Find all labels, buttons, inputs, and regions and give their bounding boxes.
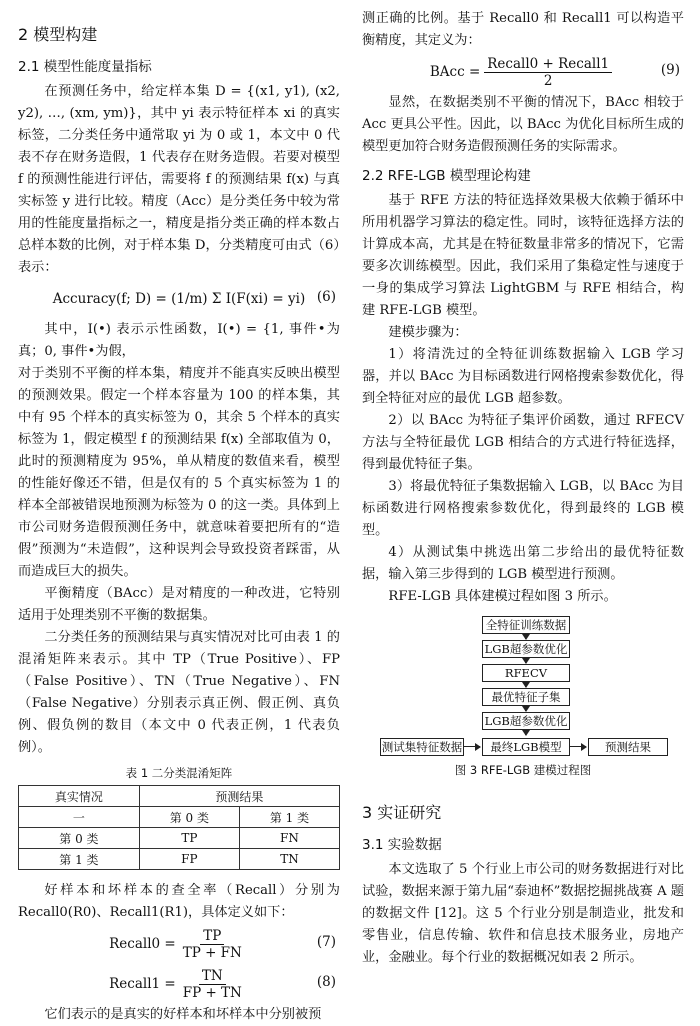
table-cell: TP xyxy=(139,828,239,849)
table-row xyxy=(19,828,340,849)
paragraph: 其中，I(•) 表示示性函数，I(•) = {1, 事件•为真；0, 事件•为假， xyxy=(18,322,340,359)
right-column xyxy=(362,0,684,969)
paragraph: 测正确的比例。基于 Recall0 和 Recall1 可以构造平衡精度，其定义为： xyxy=(362,11,684,48)
table-cell: 第 0 类 xyxy=(139,807,239,828)
left-column xyxy=(18,0,340,1026)
equation-number: (9) xyxy=(660,62,680,78)
equation-number: (6) xyxy=(316,289,336,305)
equation-lhs: Recall1 = xyxy=(109,976,176,992)
fraction xyxy=(484,56,612,89)
paragraph: 它们表示的是真实的好样本和坏样本中分别被预 xyxy=(44,1007,322,1022)
paragraph: 4）从测试集中挑选出第二步给出的最优特征数据，输入第三步得到的 LGB 模型进行预测。 xyxy=(362,545,684,582)
paragraph: 显然，在数据类别不平衡的情况下，BAcc 相较于 Acc 更具公平性。因此，以 BAcc 为优化目标所生成的模型更加符合财务造假预测任务的实际需求。 xyxy=(362,95,684,154)
paragraph: 2）以 BAcc 为特征子集评价函数，通过 RFECV 方法与全特征最优 LGB 相结合的方式进行特征选择，得到最优特征子集。 xyxy=(362,413,684,472)
arrow-icon xyxy=(525,634,526,639)
subsection-heading: 3.1 实验数据 xyxy=(362,837,442,853)
table-cell: 第 1 类 xyxy=(239,807,339,828)
equation-number: (8) xyxy=(316,974,336,990)
arrow-icon xyxy=(525,706,526,711)
numerator: TN xyxy=(199,968,226,985)
paragraph: 本文选取了 5 个行业上市公司的财务数据进行对比试验，数据来源于第九届“泰迪杯”数据挖掘挑战赛 A 题的数据文件 [12]。这 5 个行业分别是制造业，批发和零售业，信息传输、软件和信息技术服务业，房地产业，金融业。每个行业的数据概况如表 2 所示。 xyxy=(362,862,684,965)
flow-box: LGB超参数优化 xyxy=(482,712,570,730)
flow-box: RFECV xyxy=(482,664,570,682)
section-heading: 2 模型构建 xyxy=(18,25,98,44)
subsection-heading: 2.1 模型性能度量指标 xyxy=(18,59,152,75)
subsection-heading: 2.2 RFE-LGB 模型理论构建 xyxy=(362,168,531,184)
flow-box: 预测结果 xyxy=(588,738,668,756)
table-caption: 表 1 二分类混淆矩阵 xyxy=(125,766,233,780)
arrow-icon xyxy=(525,682,526,687)
denominator: 2 xyxy=(543,72,553,89)
confusion-matrix-table xyxy=(18,785,340,870)
table-cell: 一 xyxy=(19,807,140,828)
table-cell: TN xyxy=(239,849,339,870)
equation-lhs: BAcc = xyxy=(429,64,481,80)
paragraph: 好样本和坏样本的查全率（Recall）分别为 Recall0(R0)、Recall1(R1)，具体定义如下： xyxy=(18,883,340,920)
arrow-icon xyxy=(464,746,480,747)
denominator: FP + TN xyxy=(182,984,242,1001)
arrow-icon xyxy=(525,730,526,735)
flow-box: 最终LGB模型 xyxy=(482,738,570,756)
table-cell: 第 1 类 xyxy=(19,849,140,870)
paragraph: 平衡精度（BAcc）是对精度的一种改进，它特别适用于处理类别不平衡的数据集。 xyxy=(18,586,340,623)
paragraph: 基于 RFE 方法的特征选择效果极大依赖于循环中所用机器学习算法的稳定性。同时，该特征选择方法的计算成本高，尤其是在特征数量非常多的情况下，它需要多次训练模型。因此，我们采用了集稳定性与速度于一身的集成学习算法 LightGBM 与 RFE 相结合，构建 RFE-LGB 模型。 xyxy=(362,193,684,318)
equation-body: Accuracy(f; D) = (1/m) Σ I(F(xi) = yi) xyxy=(52,291,306,307)
table-cell: 预测结果 xyxy=(139,786,339,807)
paragraph: 3）将最优特征子集数据输入 LGB，以 BAcc 为目标函数进行网格搜索参数优化，得到最终的 LGB 模型。 xyxy=(362,479,684,538)
flow-box: 最优特征子集 xyxy=(482,688,570,706)
table-row xyxy=(19,807,340,828)
numerator: TP xyxy=(200,928,224,945)
equation-number: (7) xyxy=(316,934,336,950)
denominator: TP + FN xyxy=(182,944,242,961)
paragraph: RFE-LGB 具体建模过程如图 3 所示。 xyxy=(388,589,617,604)
equation-9 xyxy=(362,52,684,92)
fraction xyxy=(180,928,245,961)
table-cell: FP xyxy=(139,849,239,870)
arrow-icon xyxy=(525,658,526,663)
table-row xyxy=(19,849,340,870)
table-cell: FN xyxy=(239,828,339,849)
equation-lhs: Recall0 = xyxy=(109,936,176,952)
equation-6 xyxy=(18,279,340,319)
paragraph: 二分类任务的预测结果与真实情况对比可由表 1 的混淆矩阵来表示。其中 TP（True Positive）、FP（False Positive）、TN（True Negative）、FN（False Negative）分别表示真正例、假正例、真负例、假负例的数目（本文中 0 代表正例，1 代表负例）。 xyxy=(18,630,340,755)
paragraph: 1）将清洗过的全特征训练数据输入 LGB 学习器，并以 BAcc 为目标函数进行网格搜索参数优化，得到全特征对应的最优 LGB 超参数。 xyxy=(362,347,684,406)
table-cell: 真实情况 xyxy=(19,786,140,807)
figure-caption: 图 3 RFE-LGB 建模过程图 xyxy=(454,763,592,777)
numerator: Recall0 + Recall1 xyxy=(484,56,612,73)
paragraph: 在预测任务中，给定样本集 D = {(x1, y1), (x2, y2), …, (xm, ym)}，其中 yi 表示特征样本 xi 的真实标签，二分类任务中通常取 yi 为 0 或 1，本文中 0 代表不存在财务造假，1 代表存在财务造假。若要对模型 f 的预测性能进行评估，需要将 f 的预测结果 f(x) 与真实标签 y 进行比较。精度（Acc）是分类任务中较为常用的性能度量指标之一，精度是指分类正确的样本数占总样本数的比例，对于样本集 D，分类精度可由式（6）表示： xyxy=(18,84,340,275)
table-row xyxy=(19,786,340,807)
paragraph: 建模步骤为： xyxy=(388,325,468,340)
flowchart xyxy=(362,616,684,786)
flow-box: 全特征训练数据 xyxy=(482,616,570,634)
flow-box: LGB超参数优化 xyxy=(482,640,570,658)
paragraph: 对于类别不平衡的样本集，精度并不能真实反映出模型的预测效果。假定一个样本容量为 100 的样本集，其中有 95 个样本的真实标签为 0，其余 5 个样本的真实标签为 1，假定模型 f 的预测结果 f(x) 全部取值为 0，此时的预测精度为 95%，单从精度的数值来看，模型的性能好像还不错，但是仅有的 5 个真实标签为 1 的样本全部被错误地预测为标签为 0 的这一类。具体到上市公司财务造假预测任务中，就意味着要把所有的“造假”预测为“未造假”，这种误判会导致投资者踩雷，从而造成巨大的损失。 xyxy=(18,366,340,579)
section-heading: 3 实证研究 xyxy=(362,803,442,822)
equation-7 xyxy=(18,924,340,964)
fraction xyxy=(180,968,245,1001)
arrow-icon xyxy=(570,746,586,747)
equation-8 xyxy=(18,964,340,1004)
flow-box: 测试集特征数据 xyxy=(381,740,463,754)
table-cell: 第 0 类 xyxy=(19,828,140,849)
